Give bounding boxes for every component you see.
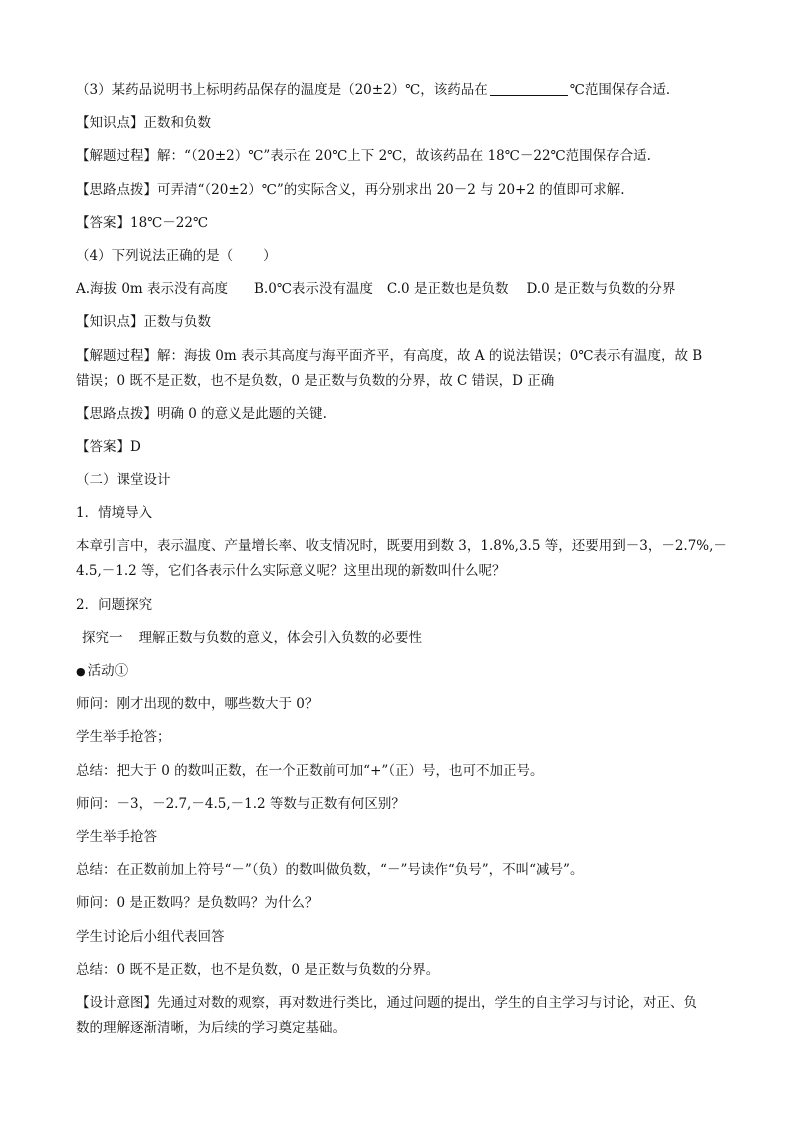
q4-stem-text: （4）下列说法正确的是（ [76,247,234,264]
q4-option-a: A.海拔 0m 表示没有高度 [76,281,229,298]
q4-option-b: B.0℃表示没有温度 [254,281,373,298]
dialog-line: 总结：0 既不是正数，也不是负数，0 是正数与负数的分界。 [76,961,440,978]
bullet-icon: ● [76,665,86,678]
q4-answer: 【答案】D [76,438,141,455]
q3-stem-tail: ℃范围保存合适． [569,82,680,98]
q4-option-d: D.0 是正数与负数的分界 [526,281,676,298]
q3-answer: 【答案】18℃－22℃ [76,214,209,231]
q4-process-line2: 错误；0 既不是正数，也不是负数，0 是正数与负数的分界，故 C 错误，D 正确 [76,372,555,389]
q3-knowledge: 【知识点】正数和负数 [76,115,211,132]
q4-option-c: C.0 是正数也是负数 [386,281,509,298]
dialog-line: 学生举手抢答 [76,828,157,845]
dialog-line: 学生讨论后小组代表回答 [76,928,225,945]
q4-process-line1: 【解题过程】解：海拔 0m 表示其高度与海平面齐平，有高度，故 A 的说法错误；0℃表示有温度，故 B [76,347,703,364]
explore-text: 理解正数与负数的意义，体会引入负数的必要性 [138,629,422,646]
q4-stem-tail: ） [263,247,277,264]
section-2-title: 2．问题探究 [76,596,153,613]
activity-label: 活动① [87,663,129,679]
dialog-line: 总结：把大于 0 的数叫正数，在一个正数前可加“+”（正）号，也可不加正号。 [76,762,544,779]
answer-blank [490,80,568,96]
design-intent-line1: 【设计意图】先通过对数的观察，再对数进行类比，通过问题的提出，学生的自主学习与讨论，对正、负 [76,994,697,1011]
q4-knowledge: 【知识点】正数与负数 [76,314,211,331]
dialog-line: 学生举手抢答； [76,729,171,746]
activity-heading [76,661,722,682]
q3-stem [76,80,722,101]
section-1-title: 1．情境导入 [76,505,153,522]
q4-stem [76,246,722,267]
explore-label: 探究一 [82,629,123,646]
dialog-line: 总结：在正数前加上符号“－”（负）的数叫做负数，“－”号读作“负号”，不叫“减号”。 [76,862,584,879]
q3-stem-text: （3）某药品说明书上标明药品保存的温度是（20±2）℃，该药品在 [76,82,488,98]
dialog-line: 师问：刚才出现的数中，哪些数大于 0？ [76,696,319,713]
q3-hint: 【思路点拨】可弄清“（20±2）℃”的实际含义，再分别求出 20－2 与 20+2 的值即可求解. [76,181,625,198]
section-heading: （二）课堂设计 [76,472,171,489]
explore-one [76,628,722,649]
section-1-line1: 本章引言中，表示温度、产量增长率、收支情况时，既要用到数 3，1.8%,3.5 等，还要用到－3，－2.7%,－ [76,538,727,555]
q3-process: 【解题过程】解：“（20±2）℃”表示在 20℃上下 2℃，故该药品在 18℃－22℃范围保存合适. [76,148,651,165]
design-intent-line2: 数的理解逐渐清晰，为后续的学习奠定基础。 [76,1019,346,1036]
dialog-line: 师问：－3，－2.7,－4.5,－1.2 等数与正数有何区别？ [76,795,405,812]
q4-options [76,279,722,300]
q4-hint: 【思路点拨】明确 0 的意义是此题的关键. [76,405,327,422]
dialog-line: 师问：0 是正数吗？是负数吗？为什么？ [76,895,319,912]
section-1-line2: 4.5,－1.2 等，它们各表示什么实际意义呢？这里出现的新数叫什么呢？ [76,563,506,580]
